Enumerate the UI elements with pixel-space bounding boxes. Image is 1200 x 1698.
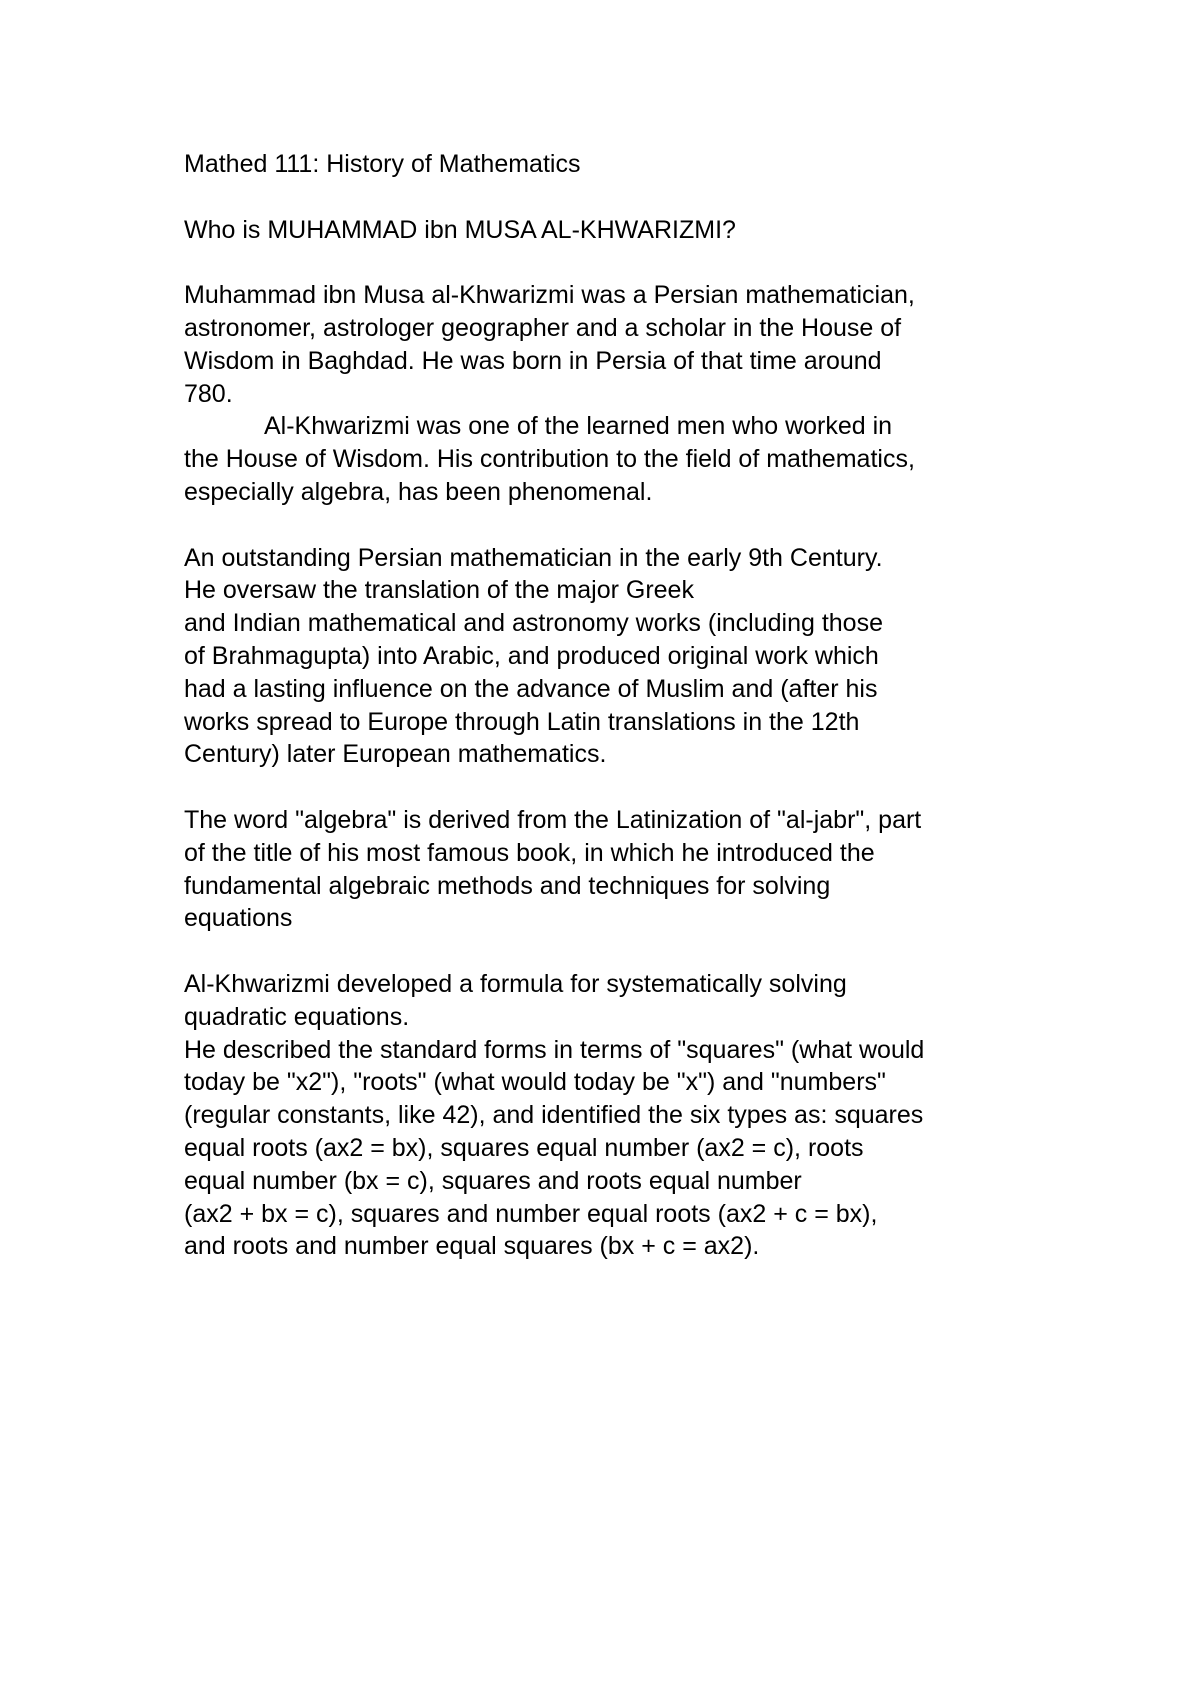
paragraph4-line: equations	[184, 904, 293, 933]
paragraph6-line: He described the standard forms in terms of "squares" (what would	[184, 1035, 925, 1064]
document-question: Who is MUHAMMAD ibn MUSA AL-KHWARIZMI?	[184, 215, 736, 244]
paragraph6-line: (ax2 + bx = c), squares and number equal roots (ax2 + c = bx),	[184, 1199, 878, 1228]
paragraph6-line: equal roots (ax2 = bx), squares equal number (ax2 = c), roots	[184, 1133, 864, 1162]
paragraph4-line: of the title of his most famous book, in which he introduced the	[184, 838, 875, 867]
paragraph1-line: Wisdom in Baghdad. He was born in Persia of that time around	[184, 346, 882, 375]
spacer	[184, 771, 1084, 804]
paragraph6-line: today be "x2"), "roots" (what would today be "x") and "numbers"	[184, 1068, 886, 1097]
document-title: Mathed 111: History of Mathematics	[184, 150, 581, 178]
paragraph3-line: and Indian mathematical and astronomy works (including those	[184, 609, 883, 638]
paragraph5-line: quadratic equations.	[184, 1002, 410, 1031]
paragraph1-line: 780.	[184, 379, 233, 408]
paragraph2-line: the House of Wisdom. His contribution to the field of mathematics,	[184, 445, 915, 474]
paragraph1-line: Muhammad ibn Musa al-Khwarizmi was a Persian mathematician,	[184, 281, 915, 310]
paragraph6-line: and roots and number equal squares (bx + c = ax2).	[184, 1232, 760, 1261]
spacer	[184, 181, 1084, 214]
paragraph3-line: An outstanding Persian mathematician in the early 9th Century.	[184, 543, 883, 572]
paragraph3-line: He oversaw the translation of the major Greek	[184, 576, 694, 605]
paragraph1-line: astronomer, astrologer geographer and a scholar in the House of	[184, 313, 902, 342]
paragraph6-line: equal number (bx = c), squares and roots equal number	[184, 1166, 802, 1195]
paragraph4-line: fundamental algebraic methods and techniques for solving	[184, 871, 831, 900]
paragraph6-line: (regular constants, like 42), and identified the six types as: squares	[184, 1101, 924, 1130]
spacer	[184, 246, 1084, 279]
paragraph5-line: Al-Khwarizmi developed a formula for systematically solving	[184, 969, 847, 998]
spacer	[184, 935, 1084, 968]
paragraph3-line: Century) later European mathematics.	[184, 740, 607, 769]
paragraph3-line: of Brahmagupta) into Arabic, and produced original work which	[184, 641, 879, 670]
paragraph3-line: works spread to Europe through Latin translations in the 12th	[184, 707, 860, 736]
spacer	[184, 509, 1084, 542]
document-body	[184, 148, 1084, 1263]
paragraph3-line: had a lasting influence on the advance of Muslim and (after his	[184, 674, 878, 703]
paragraph4-line: The word "algebra" is derived from the Latinization of "al-jabr", part	[184, 805, 922, 834]
paragraph2-line: Al-Khwarizmi was one of the learned men who worked in	[264, 412, 893, 441]
paragraph2-line: especially algebra, has been phenomenal.	[184, 477, 653, 506]
